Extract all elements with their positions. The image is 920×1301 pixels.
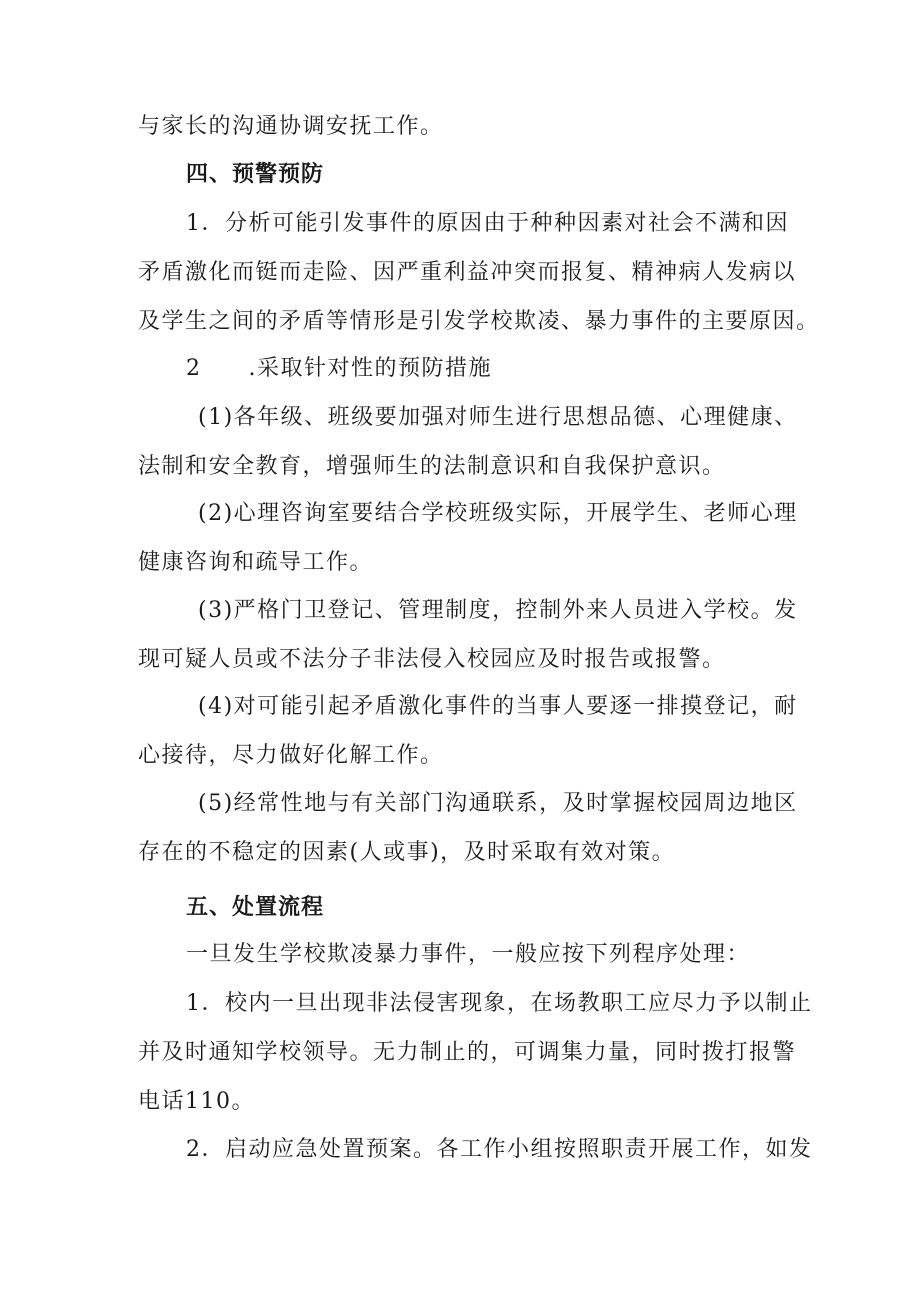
step-1-line-1: 1．校内一旦出现非法侵害现象，在场教职工应尽力予以制止	[186, 991, 813, 1016]
paragraph-intro: 一旦发生学校欺凌暴力事件，一般应按下列程序处理：	[186, 942, 751, 967]
paragraph-item-1-line-1: 1．分析可能引发事件的原因由于种种因素对社会不满和因	[186, 211, 789, 236]
step-2-line-1: 2．启动应急处置预案。各工作小组按照职责开展工作，如发	[186, 1137, 813, 1162]
list-item-2-line-2: 健康咨询和疏导工作。	[138, 550, 374, 575]
step-1-line-3: 电话110。	[138, 1089, 255, 1114]
paragraph-item-2-title: 2 .采取针对性的预防措施	[186, 356, 492, 381]
section-heading-handling-process: 五、处置流程	[186, 895, 325, 920]
list-item-3-line-2: 现可疑人员或不法分子非法侵入校园应及时报告或报警。	[138, 647, 726, 672]
list-item-4-line-2: 心接待，尽力做好化解工作。	[138, 743, 444, 768]
list-item-1-line-2: 法制和安全教育，增强师生的法制意识和自我保护意识。	[138, 454, 726, 479]
step-1-line-2: 并及时通知学校领导。无力制止的，可调集力量，同时拨打报警	[138, 1040, 797, 1065]
paragraph-continuation: 与家长的沟通协调安抚工作。	[138, 114, 444, 139]
list-item-3-line-1: (3)严格门卫登记、管理制度，控制外来人员进入学校。发	[198, 598, 798, 623]
list-item-5-line-1: (5)经常性地与有关部门沟通联系，及时掌握校园周边地区	[198, 791, 798, 816]
list-item-2-line-1: (2)心理咨询室要结合学校班级实际，开展学生、老师心理	[198, 501, 798, 526]
list-item-5-line-2: 存在的不稳定的因素(人或事)，及时采取有效对策。	[138, 840, 676, 865]
list-item-4-line-1: (4)对可能引起矛盾激化事件的当事人要逐一排摸登记，耐	[198, 694, 798, 719]
list-item-1-line-1: (1)各年级、班级要加强对师生进行思想品德、心理健康、	[198, 405, 798, 430]
paragraph-item-1-line-2: 矛盾激化而铤而走险、因严重利益冲突而报复、精神病人发病以	[138, 260, 797, 285]
paragraph-item-1-line-3: 及学生之间的矛盾等情形是引发学校欺凌、暴力事件的主要原因。	[138, 309, 820, 334]
section-heading-warning-prevention: 四、预警预防	[186, 162, 325, 187]
